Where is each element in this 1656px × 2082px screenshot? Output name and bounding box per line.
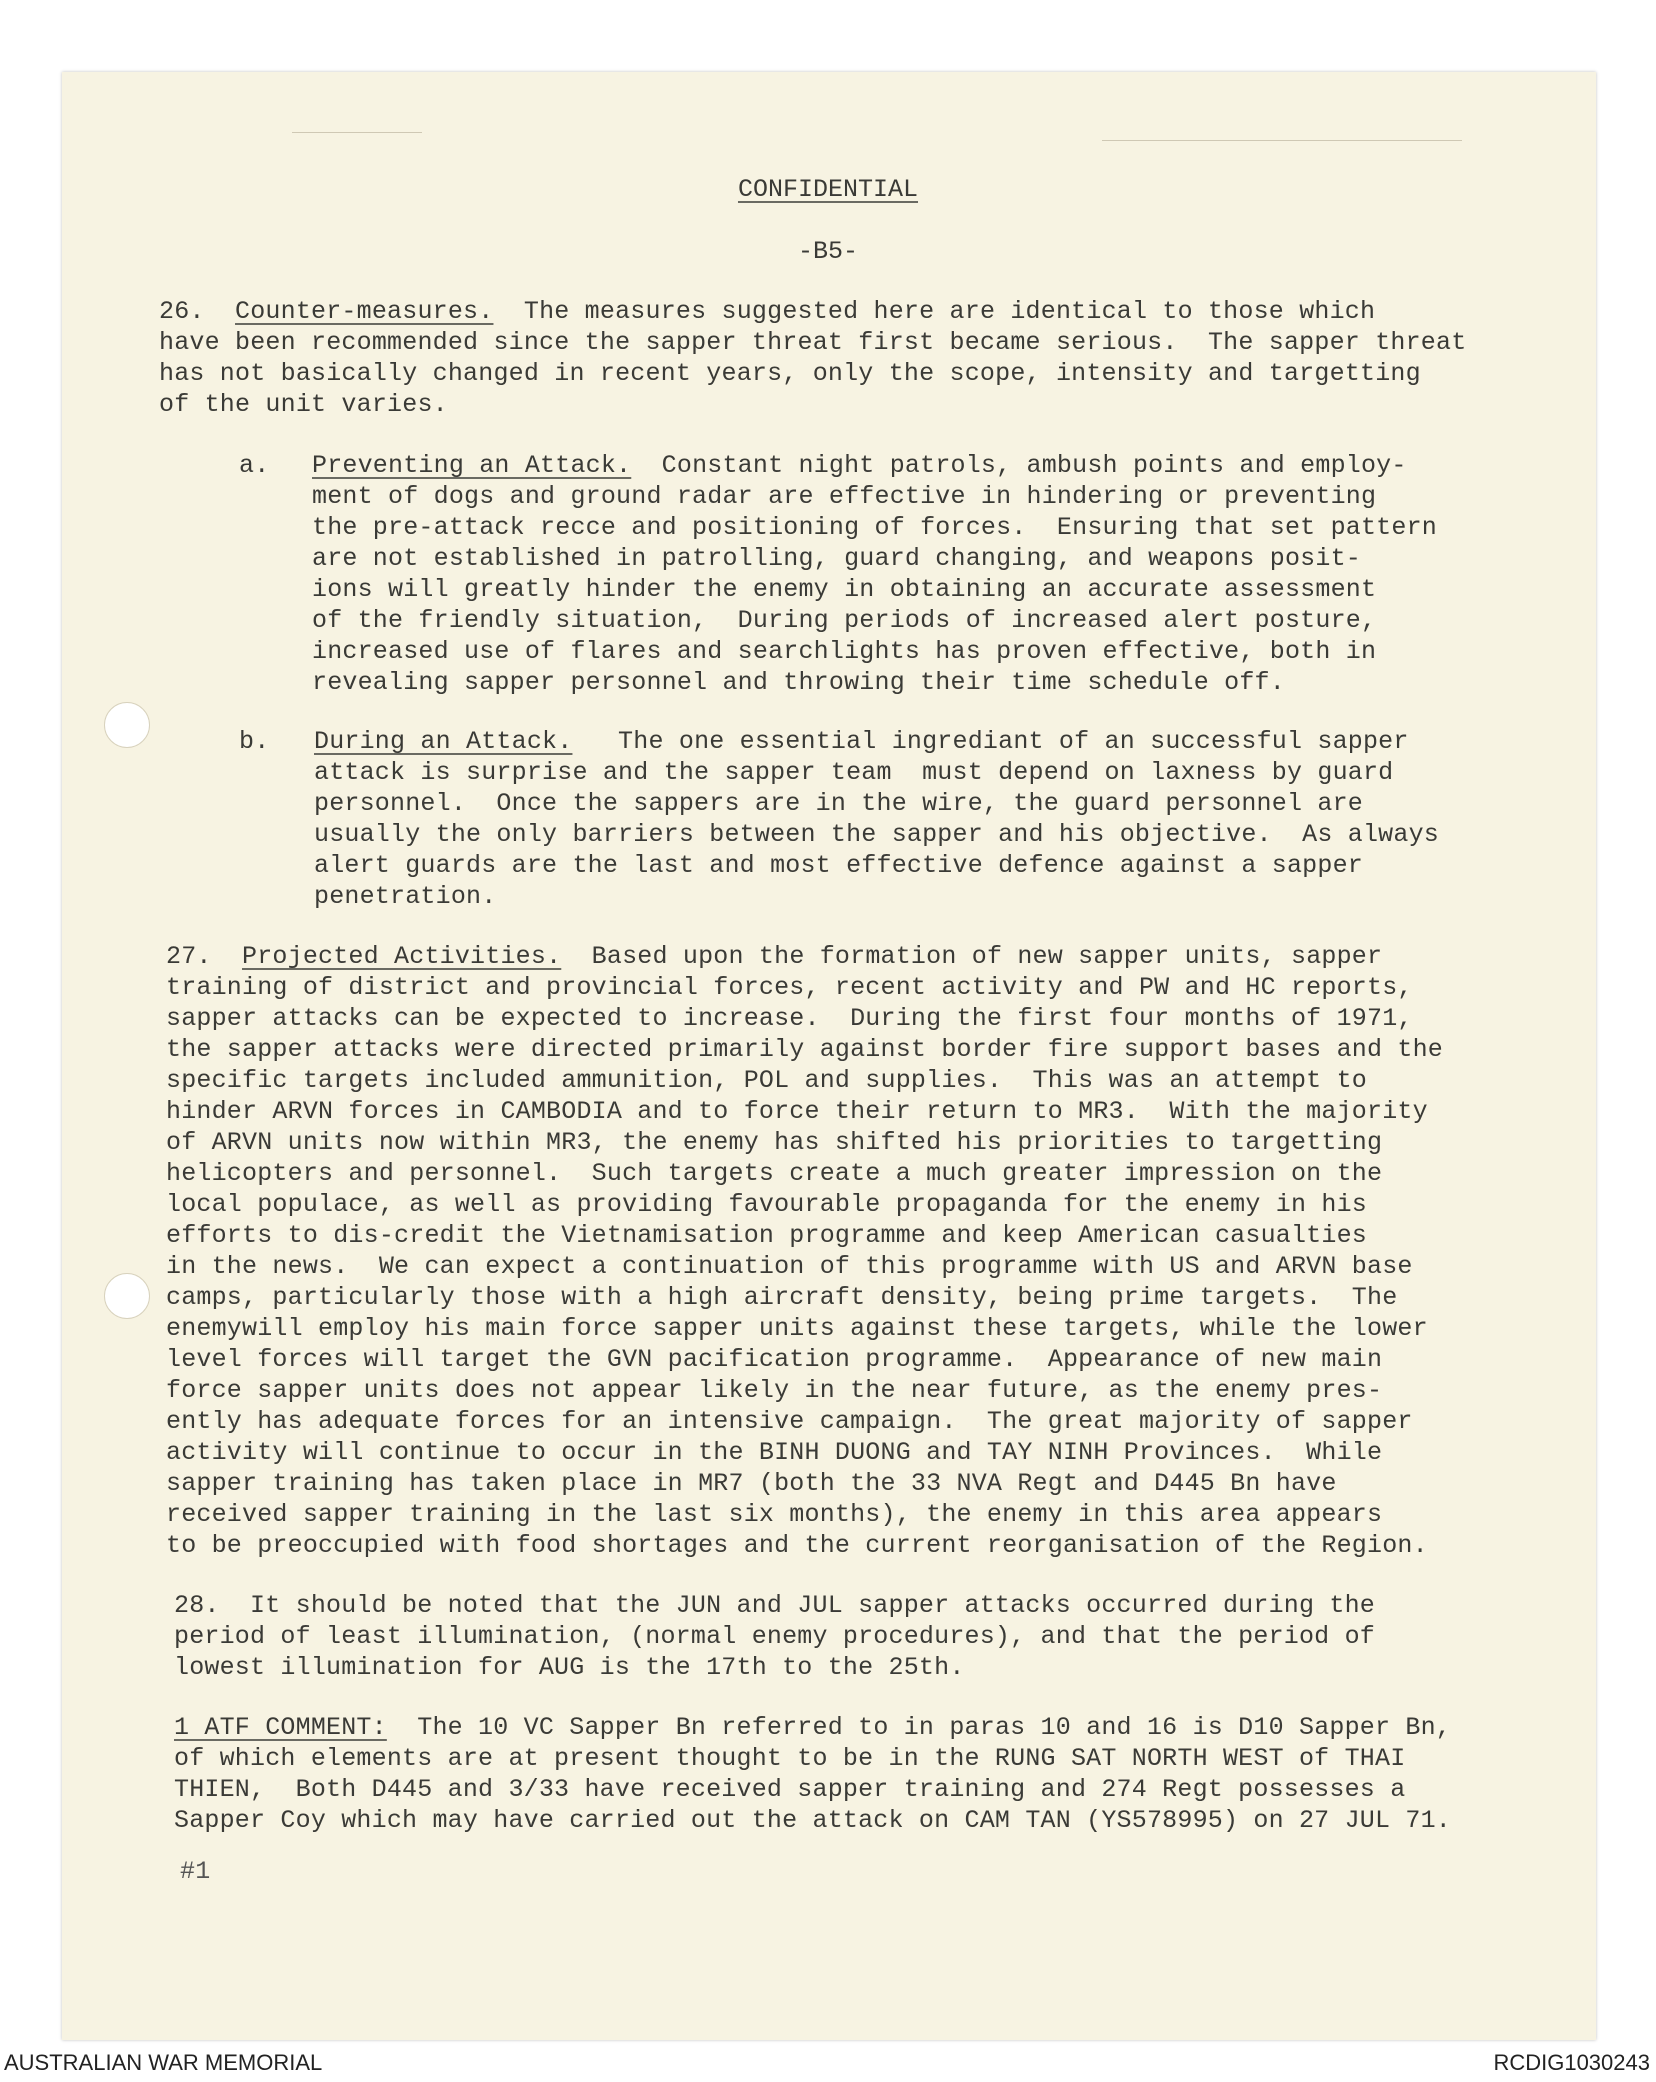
paragraph-line: to be preoccupied with food shortages and the current reorganisation of the Region. bbox=[166, 1531, 1428, 1560]
paragraph-line: received sapper training in the last six months), the enemy in this area appears bbox=[166, 1500, 1383, 1529]
paragraph-line: THIEN, Both D445 and 3/33 have received sapper training and 274 Regt possesses a bbox=[174, 1775, 1406, 1804]
paragraph-line: sapper training has taken place in MR7 (both the 33 NVA Regt and D445 Bn have bbox=[166, 1469, 1337, 1498]
classification-header: CONFIDENTIAL bbox=[737, 175, 919, 204]
page-number: -B5- bbox=[797, 237, 858, 266]
footer-reference-id: RCDIG1030243 bbox=[1493, 2050, 1650, 2075]
paragraph-text: The one essential ingrediant of an successful sapper bbox=[572, 727, 1409, 756]
paragraph-line: specific targets included ammunition, POL and supplies. This was an attempt to bbox=[166, 1066, 1367, 1095]
paragraph-line: activity will continue to occur in the BINH DUONG and TAY NINH Provinces. While bbox=[166, 1438, 1383, 1467]
paragraph-line: have been recommended since the sapper threat first became serious. The sapper threat bbox=[159, 328, 1467, 357]
paragraph-27 bbox=[166, 941, 1443, 1561]
paragraph-line: attack is surprise and the sapper team must depend on laxness by guard bbox=[314, 758, 1394, 787]
paragraph-line: revealing sapper personnel and throwing their time schedule off. bbox=[312, 668, 1285, 697]
paragraph-line: period of least illumination, (normal enemy procedures), and that the period of bbox=[174, 1622, 1375, 1651]
paragraph-line: hinder ARVN forces in CAMBODIA and to force their return to MR3. With the majority bbox=[166, 1097, 1428, 1126]
smudge-mark bbox=[1102, 140, 1462, 141]
subparagraph-heading: Preventing an Attack. bbox=[312, 451, 632, 480]
paragraph-text: The measures suggested here are identical to those which bbox=[493, 297, 1376, 326]
paragraph-line: efforts to dis-credit the Vietnamisation programme and keep American casualties bbox=[166, 1221, 1367, 1250]
paragraph-line: enemywill employ his main force sapper units against these targets, while the lower bbox=[166, 1314, 1428, 1343]
punch-hole bbox=[104, 702, 150, 748]
paragraph-line: camps, particularly those with a high aircraft density, being prime targets. The bbox=[166, 1283, 1398, 1312]
handwritten-annotation: #1 bbox=[180, 1857, 211, 1886]
paragraph-line: ions will greatly hinder the enemy in obtaining an accurate assessment bbox=[312, 575, 1377, 604]
subparagraph-a-label: a. bbox=[239, 451, 270, 480]
paragraph-line: usually the only barriers between the sapper and his objective. As always bbox=[314, 820, 1439, 849]
paragraph-line: of which elements are at present thought to be in the RUNG SAT NORTH WEST of THAI bbox=[174, 1744, 1406, 1773]
paragraph-line: has not basically changed in recent years, only the scope, intensity and targetting bbox=[159, 359, 1421, 388]
paragraph-text: Based upon the formation of new sapper units, sapper bbox=[561, 942, 1383, 971]
paragraph-line: 28. It should be noted that the JUN and JUL sapper attacks occurred during the bbox=[174, 1591, 1375, 1620]
paragraph-line: ment of dogs and ground radar are effective in hindering or preventing bbox=[312, 482, 1377, 511]
punch-hole bbox=[104, 1273, 150, 1319]
paragraph-line: ently has adequate forces for an intensive campaign. The great majority of sapper bbox=[166, 1407, 1413, 1436]
paragraph-heading: Counter-measures. bbox=[235, 297, 494, 326]
paragraph-line: personnel. Once the sappers are in the wire, the guard personnel are bbox=[314, 789, 1363, 818]
subparagraph-b-label: b. bbox=[239, 727, 270, 756]
paragraph-line: force sapper units does not appear likely in the near future, as the enemy pres- bbox=[166, 1376, 1383, 1405]
paragraph-line: local populace, as well as providing favourable propaganda for the enemy in his bbox=[166, 1190, 1367, 1219]
paragraph-heading: Projected Activities. bbox=[242, 942, 562, 971]
atf-comment bbox=[174, 1712, 1451, 1836]
paragraph-line: alert guards are the last and most effective defence against a sapper bbox=[314, 851, 1363, 880]
paragraph-line: the sapper attacks were directed primarily against border fire support bases and the bbox=[166, 1035, 1444, 1064]
paragraph-line: the pre-attack recce and positioning of forces. Ensuring that set pattern bbox=[312, 513, 1437, 542]
paragraph-line: of ARVN units now within MR3, the enemy has shifted his priorities to targetting bbox=[166, 1128, 1383, 1157]
paragraph-26 bbox=[159, 296, 1466, 420]
footer-source: AUSTRALIAN WAR MEMORIAL bbox=[4, 2050, 323, 2075]
paragraph-line: increased use of flares and searchlights has proven effective, both in bbox=[312, 637, 1377, 666]
paragraph-number: 26. bbox=[159, 297, 205, 326]
subparagraph-b bbox=[314, 726, 1439, 912]
paragraph-text: Constant night patrols, ambush points and employ- bbox=[631, 451, 1407, 480]
smudge-mark bbox=[292, 132, 422, 133]
paragraph-line: lowest illumination for AUG is the 17th to the 25th. bbox=[174, 1653, 965, 1682]
paragraph-line: Sapper Coy which may have carried out the attack on CAM TAN (YS578995) on 27 JUL 71. bbox=[174, 1806, 1452, 1835]
paragraph-line: of the unit varies. bbox=[159, 390, 448, 419]
comment-heading: 1 ATF COMMENT: bbox=[174, 1713, 387, 1742]
paragraph-28 bbox=[174, 1590, 1375, 1683]
subparagraph-a bbox=[312, 450, 1437, 698]
paragraph-text: The 10 VC Sapper Bn referred to in paras 10 and 16 is D10 Sapper Bn, bbox=[386, 1713, 1452, 1742]
paragraph-line: sapper attacks can be expected to increase. During the first four months of 1971, bbox=[166, 1004, 1413, 1033]
paragraph-line: helicopters and personnel. Such targets create a much greater impression on the bbox=[166, 1159, 1383, 1188]
paragraph-line: in the news. We can expect a continuation of this programme with US and ARVN base bbox=[166, 1252, 1413, 1281]
paragraph-line: of the friendly situation, During periods of increased alert posture, bbox=[312, 606, 1377, 635]
paragraph-number: 27. bbox=[166, 942, 212, 971]
subparagraph-heading: During an Attack. bbox=[314, 727, 573, 756]
paragraph-line: level forces will target the GVN pacification programme. Appearance of new main bbox=[166, 1345, 1383, 1374]
paragraph-line: penetration. bbox=[314, 882, 497, 911]
paragraph-line: training of district and provincial forces, recent activity and PW and HC reports, bbox=[166, 973, 1413, 1002]
paragraph-line: are not established in patrolling, guard changing, and weapons posit- bbox=[312, 544, 1361, 573]
